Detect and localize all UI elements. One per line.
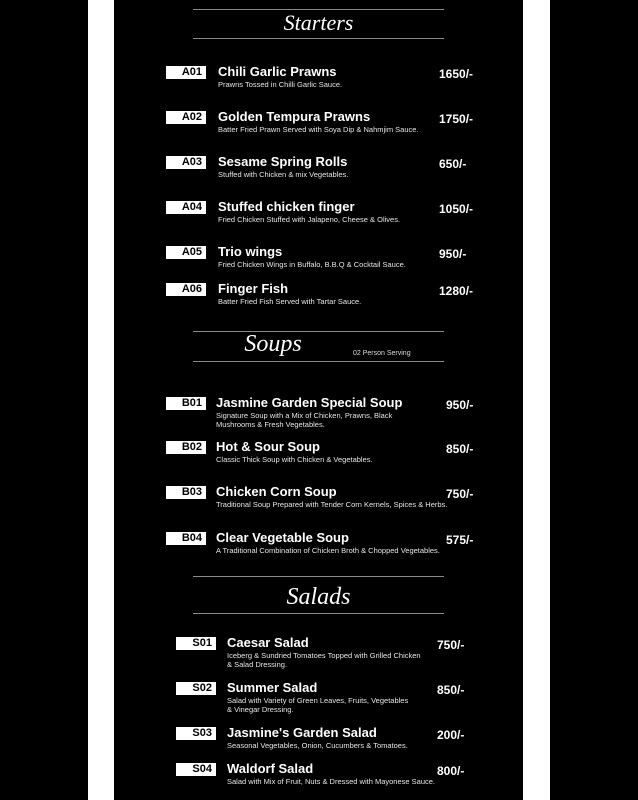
item-code-badge: A06	[166, 283, 206, 296]
item-code-badge: B04	[166, 532, 206, 545]
item-price: 1650/-	[439, 67, 474, 81]
starters-rule-bottom	[193, 38, 444, 39]
item-description: Salad with Variety of Green Leaves, Fruits, Vegetables	[227, 696, 409, 705]
soups-rule-bottom	[193, 361, 444, 362]
item-code-badge: A04	[166, 201, 206, 214]
item-description: Traditional Soup Prepared with Tender Corn Kernels, Spices & Herbs.	[216, 500, 448, 509]
item-description: Classic Thick Soup with Chicken & Vegetables.	[216, 455, 373, 464]
item-description: Fried Chicken Stuffed with Jalapeno, Cheese & Olives.	[218, 215, 401, 224]
item-code-badge: B03	[166, 486, 206, 499]
item-name: Waldorf Salad	[227, 761, 314, 776]
item-description: Stuffed with Chicken & mix Vegetables.	[218, 170, 349, 179]
item-price: 850/-	[446, 442, 474, 456]
item-code-badge: S01	[176, 637, 216, 650]
item-price: 850/-	[437, 683, 465, 697]
item-price: 750/-	[437, 638, 465, 652]
salads-rule-top	[193, 576, 444, 577]
item-price: 800/-	[437, 764, 465, 778]
item-description: Prawns Tossed in Chilli Garlic Sauce.	[218, 80, 343, 89]
section-title-starters: Starters	[283, 10, 354, 35]
right-border-band	[523, 0, 550, 800]
item-code-badge: A01	[166, 66, 206, 79]
salads-rule-bottom	[193, 613, 444, 614]
item-description-line2: & Vinegar Dressing.	[227, 705, 294, 714]
section-title-soups: Soups	[244, 331, 302, 357]
item-name: Summer Salad	[227, 680, 318, 695]
item-code-badge: S04	[176, 763, 216, 776]
item-code-badge: B02	[166, 441, 206, 454]
item-description-line2: Mushrooms & Fresh Vegetables.	[216, 420, 325, 429]
item-name: Chicken Corn Soup	[216, 484, 337, 499]
item-price: 750/-	[446, 487, 474, 501]
item-name: Jasmine Garden Special Soup	[216, 395, 403, 410]
item-description: Fried Chicken Wings in Buffalo, B.B.Q & Cocktail Sauce.	[218, 260, 406, 269]
item-price: 950/-	[439, 247, 467, 261]
item-description: Salad with Mix of Fruit, Nuts & Dressed with Mayonese Sauce.	[227, 777, 436, 786]
item-price: 950/-	[446, 398, 474, 412]
item-description: Iceberg & Sundried Tomatoes Topped with Grilled Chicken	[227, 651, 421, 660]
item-name: Trio wings	[218, 244, 283, 259]
item-description-line2: & Salad Dressing.	[227, 660, 288, 669]
item-name: Caesar Salad	[227, 635, 309, 650]
item-description: Signature Soup with a Mix of Chicken, Prawns, Black	[216, 411, 393, 420]
item-price: 200/-	[437, 728, 465, 742]
item-description: Seasonal Vegetables, Onion, Cucumbers & Tomatoes.	[227, 741, 408, 750]
item-name: Chili Garlic Prawns	[218, 64, 337, 79]
item-price: 1750/-	[439, 112, 474, 126]
item-name: Stuffed chicken finger	[218, 199, 355, 214]
item-price: 650/-	[439, 157, 467, 171]
item-description: A Traditional Combination of Chicken Broth & Chopped Vegetables.	[216, 546, 440, 555]
item-price: 1280/-	[439, 284, 474, 298]
item-price: 1050/-	[439, 202, 474, 216]
item-price: 575/-	[446, 533, 474, 547]
item-name: Finger Fish	[218, 281, 289, 296]
item-name: Hot & Sour Soup	[216, 439, 320, 454]
soups-serving-note: 02 Person Serving	[353, 350, 411, 357]
item-name: Sesame Spring Rolls	[218, 154, 348, 169]
section-title-salads: Salads	[286, 584, 351, 610]
item-name: Clear Vegetable Soup	[216, 530, 349, 545]
item-name: Jasmine's Garden Salad	[227, 725, 377, 740]
item-description: Batter Fried Fish Served with Tartar Sauce.	[218, 297, 362, 306]
item-code-badge: A03	[166, 156, 206, 169]
item-code-badge: S03	[176, 727, 216, 740]
item-name: Golden Tempura Prawns	[218, 109, 371, 124]
item-code-badge: A05	[166, 246, 206, 259]
item-code-badge: S02	[176, 682, 216, 695]
item-code-badge: A02	[166, 111, 206, 124]
item-description: Batter Fried Prawn Served with Soya Dip & Nahmjim Sauce.	[218, 125, 419, 134]
item-code-badge: B01	[166, 397, 206, 410]
left-border-band	[88, 0, 114, 800]
